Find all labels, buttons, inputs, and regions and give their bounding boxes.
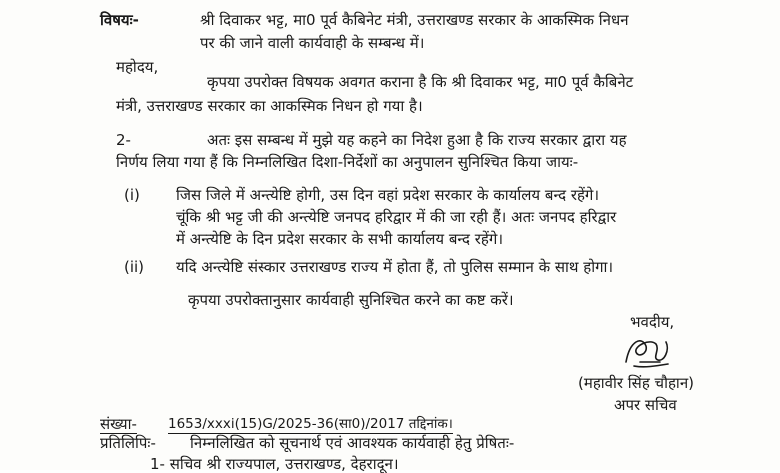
signatory-name: (महावीर सिंह चौहान)	[578, 374, 694, 392]
subject-line-1: श्री दिवाकर भट्ट, मा0 पूर्व कैबिनेट मंत्री, उत्तराखण्ड सरकार के आकस्मिक निधन	[200, 11, 629, 29]
copy-text: निम्नलिखित को सूचनार्थ एवं आवश्यक कार्यवाही हेतु प्रेषितः-	[190, 434, 515, 452]
subject-line-2: पर की जाने वाली कार्यवाही के सम्बन्ध में।	[200, 34, 425, 52]
para1-line-1: कृपया उपरोक्त विषयक अवगत कराना है कि श्री दिवाकर भट्ट, मा0 पूर्व कैबिनेट	[207, 73, 634, 91]
signature-mark	[620, 332, 676, 372]
dispatch-number-label: संख्या-	[100, 415, 137, 433]
item-2-line-1: यदि अन्त्येष्टि संस्कार उत्तराखण्ड राज्य में होता हैं, तो पुलिस सम्मान के साथ होगा।	[176, 258, 614, 276]
dispatch-number-value: 1653/xxxi(15)G/2025-36(सा0)/2017 तद्दिनांक।	[168, 416, 453, 432]
para2-line-2: निर्णय लिया गया हैं कि निम्नलिखित दिशा-निर्देशों का अनुपालन सुनिश्चित किया जायः-	[116, 153, 579, 171]
signatory-designation: अपर सचिव	[614, 396, 677, 414]
para2-number: 2-	[116, 131, 131, 149]
copy-label: प्रतिलिपिः-	[100, 434, 156, 452]
para1-line-2: मंत्री, उत्तराखण्ड सरकार का आकस्मिक निधन हो गया है।	[116, 97, 423, 115]
closing-request: कृपया उपरोक्तानुसार कार्यवाही सुनिश्चित करने का कष्ट करें।	[188, 291, 514, 309]
item-1-marker: (i)	[124, 186, 140, 204]
para2-line-1: अतः इस सम्बन्ध में मुझे यह कहने का निदेश हुआ है कि राज्य सरकार द्वारा यह	[207, 131, 627, 149]
first-recipient: 1- सचिव श्री राज्यपाल, उत्तराखण्ड, देहरादून।	[150, 455, 399, 473]
item-1-line-2: चूंकि श्री भट्ट जी की अन्त्येष्टि जनपद हरिद्वार में की जा रही हैं। अतः जनपद हरिद्वार	[176, 208, 617, 226]
item-2-marker: (ii)	[124, 258, 145, 276]
item-1-line-1: जिस जिले में अन्त्येष्टि होगी, उस दिन वहां प्रदेश सरकार के कार्यालय बन्द रहेंगे।	[176, 186, 600, 204]
subject-label: विषयः-	[100, 11, 139, 29]
salutation: महोदय,	[116, 58, 159, 76]
item-1-line-3: में अन्त्येष्टि के दिन प्रदेश सरकार के सभी कार्यालय बन्द रहेंगे।	[176, 230, 503, 248]
valediction: भवदीय,	[630, 313, 675, 331]
